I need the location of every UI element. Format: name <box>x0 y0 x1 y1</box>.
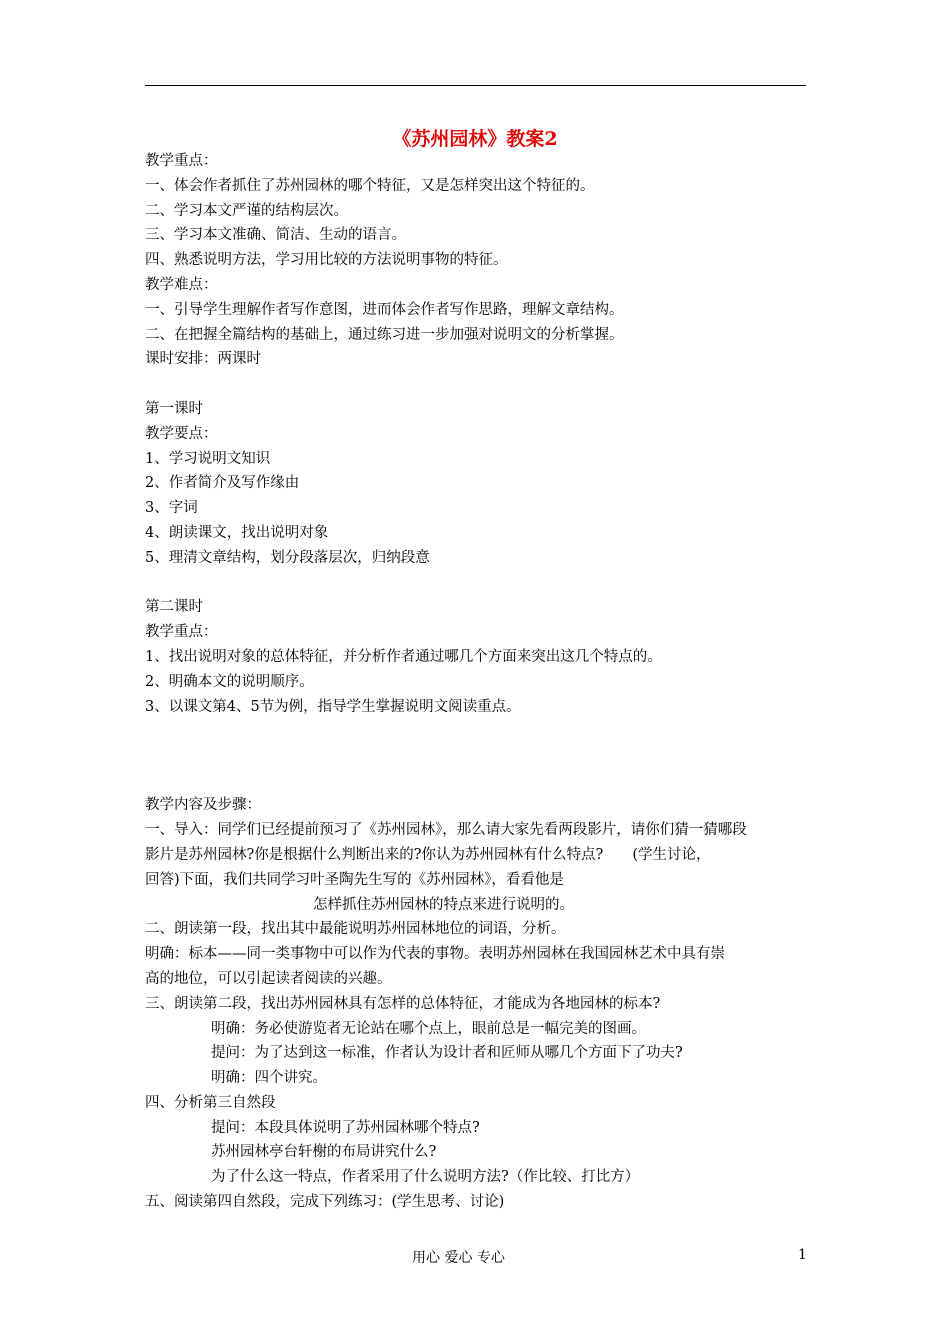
key-point: 二、学习本文严谨的结构层次。 <box>145 202 348 219</box>
step-paragraph: 五、阅读第四自然段，完成下列练习：(学生思考、讨论) <box>145 1194 505 1211</box>
lesson2-heading: 第二课时 <box>145 599 203 616</box>
difficulty: 二、在把握全篇结构的基础上，通过练习进一步加强对说明文的分析掌握。 <box>145 326 624 343</box>
header-rule <box>145 85 806 86</box>
lesson2-item: 3、以课文第4、5节为例，指导学生掌握说明文阅读重点。 <box>145 698 521 715</box>
schedule: 课时安排：两课时 <box>145 351 261 368</box>
step-paragraph: 回答)下面，我们共同学习叶圣陶先生写的《苏州园林》，看看他是 <box>145 871 564 888</box>
key-point: 一、体会作者抓住了苏州园林的哪个特征，又是怎样突出这个特征的。 <box>145 177 595 194</box>
step-answer: 明确：务必使游览者无论站在哪个点上，眼前总是一幅完美的图画。 <box>211 1020 646 1037</box>
step-question: 提问：为了达到这一标准，作者认为设计者和匠师从哪几个方面下了功夫? <box>211 1045 683 1062</box>
difficulty: 一、引导学生理解作者写作意图，进而体会作者写作思路，理解文章结构。 <box>145 301 624 318</box>
step-answer: 明确：四个讲究。 <box>211 1070 327 1087</box>
lesson1-item: 2、作者简介及写作缘由 <box>145 475 300 492</box>
lesson1-item: 4、朗读课文，找出说明对象 <box>145 524 329 541</box>
page-title: 《苏州园林》教案2 <box>392 128 558 150</box>
lesson2-item: 1、找出说明对象的总体特征，并分析作者通过哪几个方面来突出这几个特点的。 <box>145 648 662 665</box>
difficulties-heading: 教学难点： <box>145 276 218 293</box>
step-paragraph: 三、朗读第二段，找出苏州园林具有怎样的总体特征，才能成为各地园林的标本? <box>145 995 661 1012</box>
key-points-heading: 教学重点： <box>145 153 218 169</box>
step-paragraph: 一、导入：同学们已经提前预习了《苏州园林》，那么请大家先看两段影片，请你们猜一猜哪段 <box>145 822 747 839</box>
lesson1-item: 3、字词 <box>145 500 198 517</box>
footer-motto: 用心 爱心 专心 <box>412 1250 505 1266</box>
lesson1-heading: 第一课时 <box>145 400 203 417</box>
step-paragraph: 二、朗读第一段，找出其中最能说明苏州园林地位的词语，分析。 <box>145 921 566 938</box>
lesson2-subheading: 教学重点： <box>145 624 218 641</box>
step-answer: 高的地位，可以引起读者阅读的兴趣。 <box>145 970 392 987</box>
lesson1-item: 5、理清文章结构，划分段落层次，归纳段意 <box>145 549 430 566</box>
step-question: 为了什么这一特点，作者采用了什么说明方法?（作比较、打比方） <box>211 1169 640 1186</box>
page-number: 1 <box>798 1247 807 1263</box>
step-question: 苏州园林亭台轩榭的布局讲究什么? <box>211 1144 437 1161</box>
step-paragraph: 影片是苏州园林?你是根据什么判断出来的?你认为苏州园林有什么特点? (学生讨论， <box>145 846 711 863</box>
lesson1-item: 1、学习说明文知识 <box>145 450 271 467</box>
step-paragraph: 怎样抓住苏州园林的特点来进行说明的。 <box>313 896 574 913</box>
lesson1-subheading: 教学要点： <box>145 425 218 442</box>
key-point: 三、学习本文准确、简洁、生动的语言。 <box>145 227 406 244</box>
steps-heading: 教学内容及步骤： <box>145 797 261 814</box>
step-answer: 明确：标本——同一类事物中可以作为代表的事物。表明苏州园林在我国园林艺术中具有崇 <box>145 946 725 963</box>
step-paragraph: 四、分析第三自然段 <box>145 1094 276 1111</box>
lesson2-item: 2、明确本文的说明顺序。 <box>145 673 314 690</box>
key-point: 四、熟悉说明方法，学习用比较的方法说明事物的特征。 <box>145 252 508 269</box>
step-question: 提问：本段具体说明了苏州园林哪个特点? <box>211 1119 480 1136</box>
document-body <box>145 149 809 1215</box>
